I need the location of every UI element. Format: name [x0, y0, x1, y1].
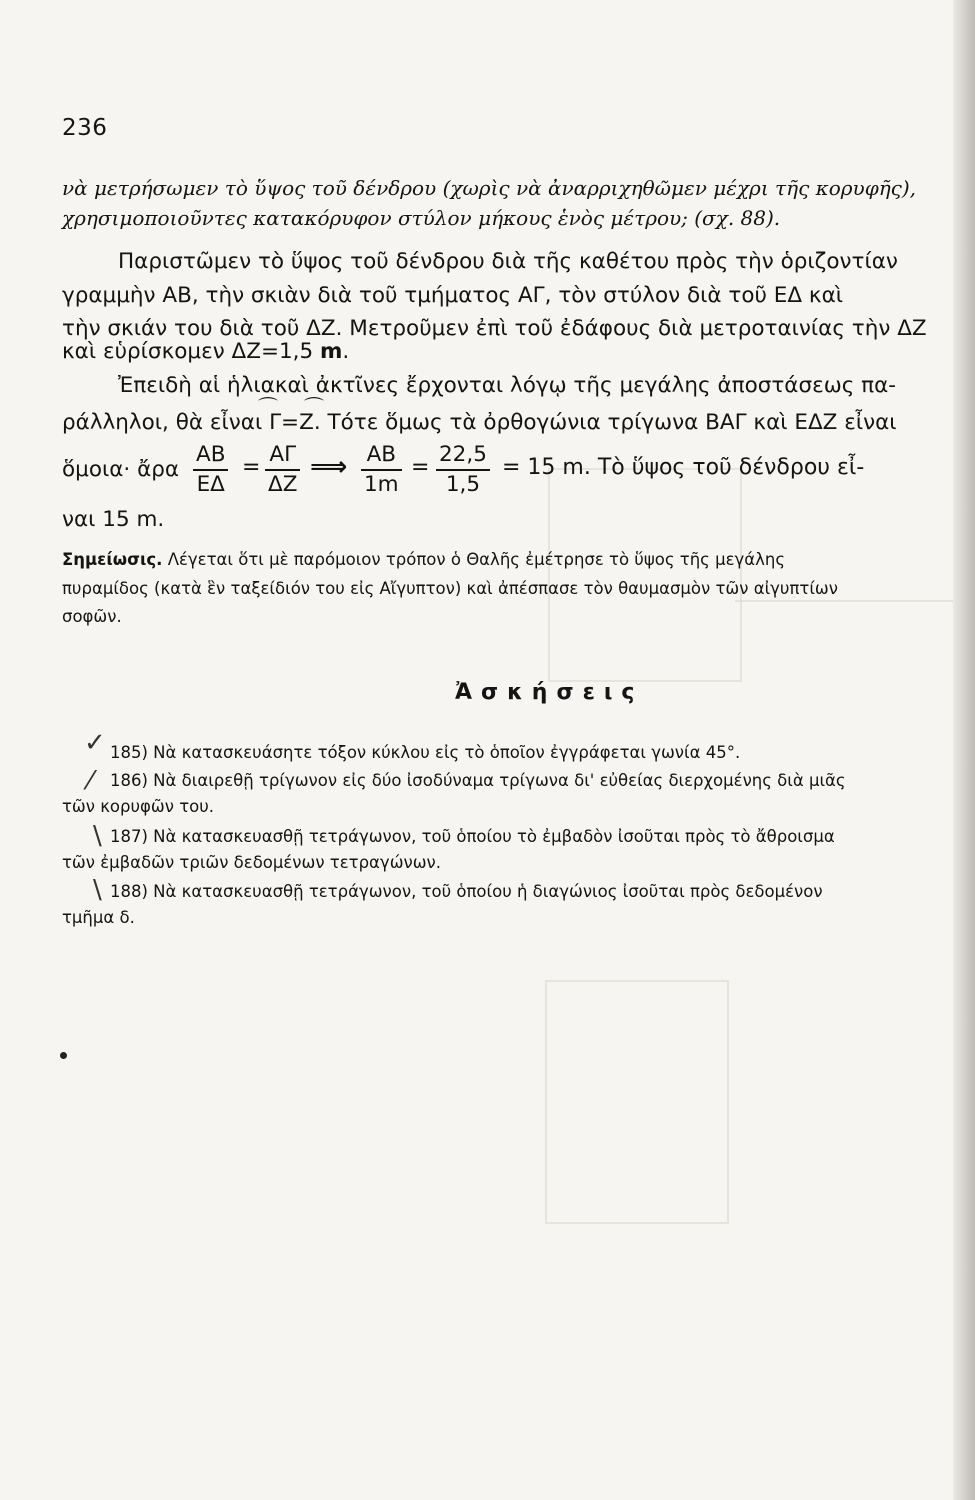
paragraph-2-line-2-start: ράλληλοι, θὰ εἶναι: [62, 410, 270, 435]
book-spine-shadow: [953, 0, 975, 1500]
equation-result: = 15 m. Τὸ ὕψος τοῦ δένδρου εἶ-: [502, 455, 865, 480]
note-text-1: Λέγεται ὅτι μὲ παρόμοιον τρόπον ὁ Θαλῆς ἐμέτρησε τὸ ὕψος τῆς μεγάλης: [162, 550, 786, 569]
intro-line-2: χρησιμοποιοῦντες κατακόρυφον στύλον μήκους ἑνὸς μέτρου; (σχ. 88).: [62, 206, 781, 230]
angle-equation: Γ=Ζ: [269, 410, 314, 435]
fraction-numerator: ΑΒ: [193, 441, 228, 471]
fraction-denominator: ΔΖ: [268, 472, 298, 497]
paragraph-2-line-4: ναι 15 m.: [62, 507, 165, 532]
paragraph-2-line-3-start: ὅμοια· ἄρα: [62, 457, 180, 482]
paragraph-2-line-2: [62, 408, 897, 438]
equals-sign: =: [411, 455, 430, 480]
exercise-187-line-1: 187) Νὰ κατασκευασθῇ τετράγωνον, τοῦ ὁποίου τὸ ἐμβαδὸν ἰσοῦται πρὸς τὸ ἄθροισμα: [110, 827, 835, 846]
fraction-denominator: 1m: [364, 472, 399, 497]
page-number: 236: [62, 115, 108, 141]
exercises-heading: Ἀσκήσεις: [455, 680, 644, 705]
margin-dot: [60, 1052, 67, 1059]
angle-hat-zeta: ⌒: [304, 395, 324, 419]
exercise-186-line-2: τῶν κορυφῶν του.: [62, 797, 215, 816]
implies-arrow: ⟹: [310, 452, 348, 482]
exercise-185: 185) Νὰ κατασκευάσητε τόξον κύκλου εἰς τὸ ὁποῖον ἐγγράφεται γωνία 45°.: [110, 743, 741, 762]
exercise-188-line-2: τμῆμα δ.: [62, 908, 135, 927]
paragraph-1-line-4: [62, 337, 349, 367]
note-label: Σημείωσις.: [62, 550, 163, 569]
note-line-1: [62, 545, 785, 575]
fraction-denominator: ΕΔ: [196, 472, 225, 497]
fraction-numerator: 22,5: [436, 441, 490, 471]
equals-sign: =: [242, 455, 261, 480]
fraction-numerator: ΑΓ: [265, 441, 300, 471]
note-line-3: σοφῶν.: [62, 607, 122, 626]
note-line-2: πυραμίδος (κατὰ ἓν ταξείδιόν του εἰς Αἴγυπτον) καὶ ἀπέσπασε τὸν θαυμασμὸν τῶν αἰγυπτίων: [62, 579, 838, 598]
paragraph-1-line-2: γραμμὴν ΑΒ, τὴν σκιὰν διὰ τοῦ τμήματος ΑΓ, τὸν στύλον διὰ τοῦ ΕΔ καὶ: [62, 283, 844, 308]
paragraph-1-line-4-text: καὶ εὑρίσκομεν ΔΖ=1,5: [62, 339, 321, 364]
intro-line-1: νὰ μετρήσωμεν τὸ ὕψος τοῦ δένδρου (χωρὶς νὰ ἀναρριχηθῶμεν μέχρι τῆς κορυφῆς),: [62, 176, 917, 200]
fraction-22-5-over-1-5: [436, 441, 490, 499]
paragraph-1-line-1: Παριστῶμεν τὸ ὕψος τοῦ δένδρου διὰ τῆς καθέτου πρὸς τὴν ὁριζοντίαν: [118, 249, 898, 274]
pencil-check-mark: ∖: [88, 822, 105, 852]
fraction-denominator: 1,5: [445, 472, 481, 497]
fraction-ab-1m: [361, 441, 402, 499]
exercise-188-line-1: 188) Νὰ κατασκευασθῇ τετράγωνον, τοῦ ὁποίου ἡ διαγώνιος ἰσοῦται πρὸς δεδομένον: [110, 882, 823, 901]
exercise-186-line-1: 186) Νὰ διαιρεθῇ τρίγωνον εἰς δύο ἰσοδύναμα τρίγωνα δι' εὐθείας διερχομένης διὰ μιᾶς: [110, 771, 846, 790]
paragraph-1-line-4-end: .: [342, 339, 350, 364]
angle-hat-gamma: ⌒: [258, 395, 278, 419]
fraction-ag-dz: [265, 441, 300, 499]
pencil-check-mark: ⁄: [88, 766, 93, 796]
pencil-check-mark: ✓: [84, 728, 106, 758]
fraction-numerator: ΑΒ: [361, 441, 402, 471]
exercise-187-line-2: τῶν ἐμβαδῶν τριῶν δεδομένων τετραγώνων.: [62, 853, 442, 872]
paragraph-2-line-2-end: . Τότε ὅμως τὰ ὀρθογώνια τρίγωνα ΒΑΓ καὶ ΕΔΖ εἶναι: [313, 410, 897, 435]
paragraph-1-line-3: τὴν σκιάν του διὰ τοῦ ΔΖ. Μετροῦμεν ἐπὶ τοῦ ἐδάφους διὰ μετροταινίας τὴν ΔΖ: [62, 316, 927, 341]
fraction-ab-ed: [193, 441, 228, 499]
pencil-check-mark: ∖: [88, 876, 105, 906]
paragraph-2-line-1: Ἐπειδὴ αἱ ἡλιακαὶ ἀκτῖνες ἔρχονται λόγῳ τῆς μεγάλης ἀποστάσεως πα-: [118, 373, 897, 398]
show-through-figure: [545, 980, 729, 1224]
unit-m: m: [320, 339, 343, 364]
